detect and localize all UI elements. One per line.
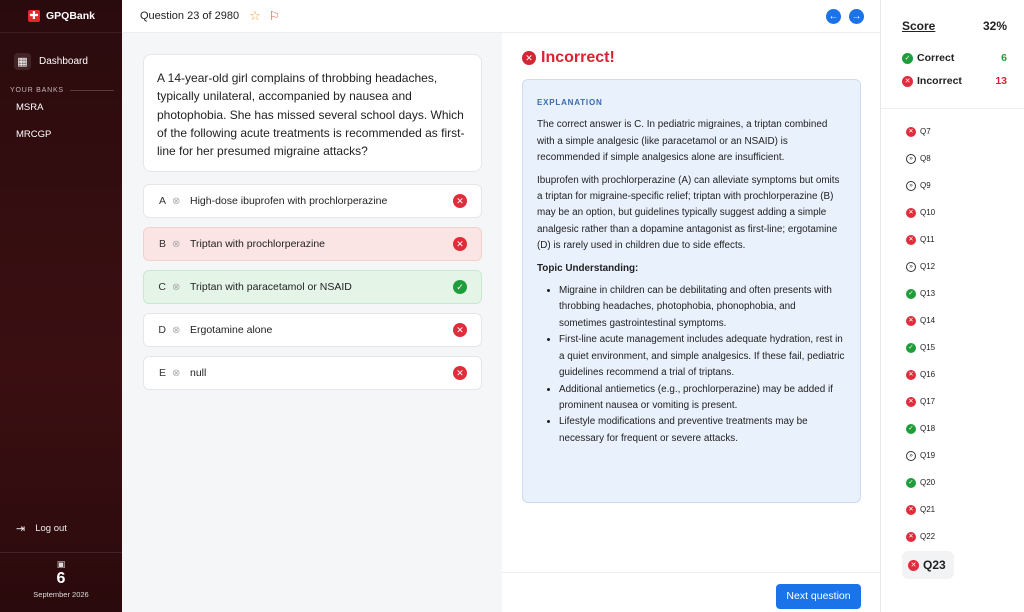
topic-list [537, 283, 846, 447]
flag-icon[interactable]: ⚐ [268, 9, 280, 23]
question-label: Q15 [920, 343, 936, 352]
question-label: Q8 [920, 154, 931, 163]
option-letter: D [158, 324, 166, 336]
strike-icon[interactable]: ⊗ [172, 238, 181, 250]
option-letter: B [158, 238, 166, 250]
option-text: Triptan with paracetamol or NSAID [190, 281, 352, 293]
list-item: • First-line acute management includes adequate hydration, rest in a quiet environment, and simple analgesics. If these fail, pediatric guidelines recommend a trial of triptans. [559, 332, 846, 381]
result-label: Incorrect! [541, 49, 615, 66]
question-label: Q13 [920, 289, 936, 298]
score-percent: 32% [982, 19, 1007, 33]
correct-icon: ✓ [906, 289, 916, 299]
question-list-item[interactable] [906, 388, 1006, 415]
strike-icon[interactable]: ⊗ [172, 195, 181, 207]
correct-icon: ✓ [906, 478, 916, 488]
list-item: • Additional antiemetics (e.g., prochlorperazine) may be added if prominent nausea or vomiting is present. [559, 382, 846, 415]
incorrect-icon: ✕ [906, 235, 916, 245]
correct-stat [902, 52, 1007, 64]
incorrect-icon: ✕ [906, 127, 916, 137]
question-list [906, 118, 1006, 550]
option-d[interactable] [143, 313, 482, 347]
date-display [0, 552, 122, 612]
incorrect-label: Incorrect [917, 75, 962, 87]
question-list-item[interactable] [906, 280, 1006, 307]
question-list-item[interactable] [906, 226, 1006, 253]
incorrect-icon: ✕ [906, 532, 916, 542]
arrow-right-icon[interactable]: → [849, 9, 864, 24]
question-list-item[interactable] [906, 523, 1006, 550]
date-month: September 2026 [33, 590, 89, 599]
question-label: Q20 [920, 478, 936, 487]
brand-name: GPQBank [46, 10, 96, 22]
question-list-item[interactable] [906, 334, 1006, 361]
grid-icon: ▦ [14, 53, 31, 70]
score-label[interactable]: Score [902, 19, 936, 33]
option-text: High-dose ibuprofen with prochlorperazine [190, 195, 388, 207]
skipped-icon: » [906, 154, 916, 164]
divider [881, 108, 1024, 109]
incorrect-icon: ✕ [453, 366, 467, 380]
option-letter: A [158, 195, 166, 207]
incorrect-icon: ✕ [453, 194, 467, 208]
question-label: Q17 [920, 397, 936, 406]
incorrect-icon: ✕ [908, 560, 919, 571]
incorrect-stat [902, 75, 1007, 87]
option-text: Triptan with prochlorperazine [190, 238, 326, 250]
question-list-item[interactable] [906, 361, 1006, 388]
option-c[interactable] [143, 270, 482, 304]
sidebar-item-label: Dashboard [39, 55, 88, 67]
question-label: Q19 [920, 451, 936, 460]
option-b[interactable] [143, 227, 482, 261]
correct-icon: ✓ [453, 280, 467, 294]
explanation-box [522, 79, 861, 503]
skipped-icon: » [906, 262, 916, 272]
sidebar-item-msra[interactable]: MSRA [16, 102, 44, 113]
explanation-title: EXPLANATION [537, 98, 603, 107]
question-label: Q14 [920, 316, 936, 325]
skipped-icon: » [906, 451, 916, 461]
question-nav [826, 9, 864, 24]
option-text: Ergotamine alone [190, 324, 273, 336]
brand-logo-icon: ✚ [29, 10, 39, 22]
sidebar-item-dashboard[interactable] [14, 51, 122, 71]
explanation-paragraph: Ibuprofen with prochlorperazine (A) can alleviate symptoms but omits a triptan for migraine-specific relief; triptan with prochlorperazine (B) may be an option, but guidelines typically suggest adding a simple analgesic rather than a dopamine antagonist as first-line; ergotamine (D) is rarely used in children due to side effects. [537, 174, 840, 252]
date-day: 6 [56, 570, 66, 587]
sidebar [0, 0, 122, 612]
divider [502, 572, 880, 573]
incorrect-icon: ✕ [453, 237, 467, 251]
question-label: Q7 [920, 127, 931, 136]
incorrect-icon: ✕ [906, 505, 916, 515]
question-list-item[interactable] [906, 496, 1006, 523]
logout-icon: ⇥ [16, 523, 26, 535]
incorrect-icon: ✕ [902, 76, 913, 87]
question-label: Q11 [920, 235, 935, 244]
question-label: Q16 [920, 370, 936, 379]
incorrect-icon: ✕ [453, 323, 467, 337]
topic-understanding-title: Topic Understanding: [537, 262, 639, 274]
option-a[interactable] [143, 184, 482, 218]
incorrect-icon: ✕ [906, 316, 916, 326]
option-text: null [190, 367, 207, 379]
star-icon[interactable]: ☆ [249, 8, 261, 23]
option-letter: C [158, 281, 166, 293]
question-list-item[interactable] [906, 415, 1006, 442]
score-row [902, 19, 1007, 33]
current-question-item[interactable] [902, 551, 954, 579]
correct-icon: ✓ [906, 424, 916, 434]
question-label: Q21 [920, 505, 936, 514]
question-list-item[interactable] [906, 172, 1006, 199]
skipped-icon: » [906, 181, 916, 191]
incorrect-icon: ✕ [906, 208, 916, 218]
question-label: Q12 [920, 262, 936, 271]
calendar-icon: ▣ [56, 559, 66, 569]
question-label: Q22 [920, 532, 936, 541]
banks-section-title: YOUR BANKS [10, 87, 122, 94]
question-label: Q18 [920, 424, 936, 433]
strike-icon[interactable]: ⊗ [172, 281, 181, 293]
incorrect-icon: ✕ [906, 370, 916, 380]
question-label: Q10 [920, 208, 936, 217]
question-counter: Question 23 of 2980 [140, 10, 240, 22]
incorrect-count: 13 [995, 75, 1007, 87]
correct-label: Correct [917, 52, 955, 64]
correct-icon: ✓ [906, 343, 916, 353]
question-list-item[interactable] [906, 307, 1006, 334]
incorrect-icon: ✕ [522, 51, 536, 65]
logout-label: Log out [35, 523, 67, 534]
question-list-item[interactable] [906, 199, 1006, 226]
strike-icon[interactable]: ⊗ [172, 324, 181, 336]
logout-button[interactable] [16, 522, 67, 535]
brand[interactable] [0, 0, 122, 33]
question-list-item[interactable] [906, 118, 1006, 145]
list-item: • Lifestyle modifications and preventive treatments may be necessary for frequent or severe attacks. [559, 414, 846, 447]
question-label: Q23 [923, 558, 946, 572]
question-list-item[interactable] [906, 469, 1006, 496]
arrow-left-icon[interactable]: ← [826, 9, 841, 24]
result-heading [522, 49, 615, 67]
question-list-item[interactable] [906, 253, 1006, 280]
sidebar-item-mrcgp[interactable]: MRCGP [16, 129, 52, 140]
strike-icon[interactable]: ⊗ [172, 367, 181, 379]
question-label: Q9 [920, 181, 931, 190]
list-item: • Migraine in children can be debilitating and often presents with throbbing headaches, photophobia, phonophobia, and sometimes gastrointestinal symptoms. [559, 283, 846, 332]
question-text: A 14-year-old girl complains of throbbing headaches, typically unilateral, accompanied by nausea and photophobia. She has missed several school days. Which of the following acute treatments is recommended as first-line for her presumed migraine attacks? [143, 54, 482, 172]
option-e[interactable] [143, 356, 482, 390]
next-question-button[interactable]: Next question [776, 584, 861, 609]
correct-icon: ✓ [902, 53, 913, 64]
incorrect-icon: ✕ [906, 397, 916, 407]
question-list-item[interactable] [906, 145, 1006, 172]
top-bar [122, 0, 880, 33]
question-list-item[interactable] [906, 442, 1006, 469]
correct-count: 6 [1001, 52, 1007, 64]
option-letter: E [158, 367, 166, 379]
explanation-paragraph: The correct answer is C. In pediatric migraines, a triptan combined with a simple analgesic (like paracetamol or an NSAID) is recommended if simple analgesics alone are insufficient. [537, 119, 828, 164]
